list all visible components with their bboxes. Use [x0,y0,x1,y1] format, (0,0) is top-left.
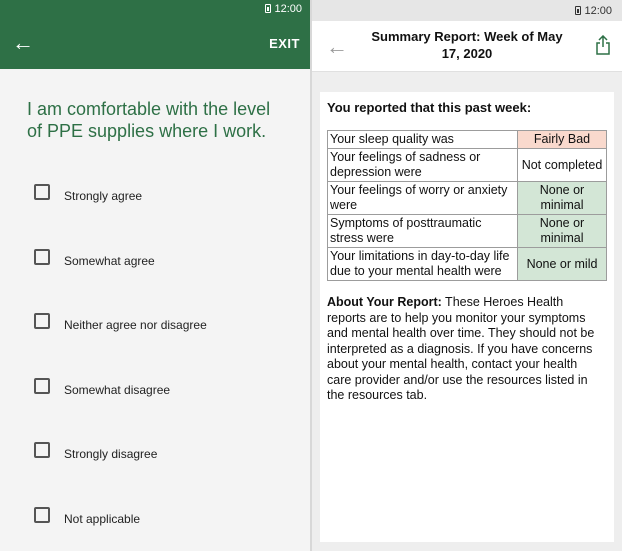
row-question: Your feelings of worry or anxiety were [328,182,518,215]
row-value: None or minimal [518,215,607,248]
option-strongly-disagree[interactable] [0,422,310,487]
back-arrow-icon[interactable]: ← [12,30,34,55]
option-somewhat-agree[interactable] [0,229,310,294]
share-icon[interactable] [596,35,610,60]
row-question: Your limitations in day-to-day life due to your mental health were [328,248,518,281]
report-screen [312,0,622,551]
survey-question: I am comfortable with the level of PPE supplies where I work. [27,99,271,141]
option-not-applicable[interactable] [0,487,310,551]
option-neither[interactable] [0,293,310,358]
report-card [320,92,614,542]
option-label: Neither agree nor disagree [64,318,207,333]
answer-options [0,164,310,551]
row-value: None or mild [518,248,607,281]
table-row [328,248,607,281]
option-label: Not applicable [64,511,141,526]
checkbox-icon[interactable] [34,378,50,394]
table-row [328,182,607,215]
row-value: Not completed [518,149,607,182]
option-label: Strongly agree [64,189,143,204]
row-value: Fairly Bad [518,131,607,149]
back-arrow-icon[interactable]: ← [326,34,348,59]
row-value: None or minimal [518,182,607,215]
table-row [328,215,607,248]
option-strongly-agree[interactable] [0,164,310,229]
report-title: Summary Report: Week of May 17, 2020 [371,29,563,61]
row-question: Symptoms of posttraumatic stress were [328,215,518,248]
about-report [327,295,604,404]
status-bar [0,0,310,17]
results-table [327,130,607,281]
option-label: Somewhat agree [64,253,155,268]
status-time: 12:00 [584,4,612,17]
checkbox-icon[interactable] [34,313,50,329]
row-question: Your sleep quality was [328,131,518,149]
report-toolbar [312,21,622,72]
status-time: 12:00 [274,2,302,15]
checkbox-icon[interactable] [34,184,50,200]
exit-button[interactable]: EXIT [269,35,300,51]
checkbox-icon[interactable] [34,442,50,458]
option-somewhat-disagree[interactable] [0,358,310,423]
table-row [328,149,607,182]
about-heading: About Your Report: [327,295,442,309]
table-row [328,131,607,149]
battery-icon [265,4,271,13]
report-intro: You reported that this past week: [327,100,532,115]
checkbox-icon[interactable] [34,507,50,523]
status-bar [312,0,622,21]
survey-screen [0,0,310,551]
battery-icon [575,6,581,15]
survey-toolbar [0,17,310,69]
about-text: These Heroes Health reports are to help you monitor your symptoms and mental health over time. They should not be interpreted as a diagnosis. If you have concerns about your mental health, contact your health care provider and/or use the resources listed in the resources tab. [327,295,595,402]
row-question: Your feelings of sadness or depression were [328,149,518,182]
option-label: Somewhat disagree [64,382,171,397]
checkbox-icon[interactable] [34,249,50,265]
option-label: Strongly disagree [64,447,158,462]
